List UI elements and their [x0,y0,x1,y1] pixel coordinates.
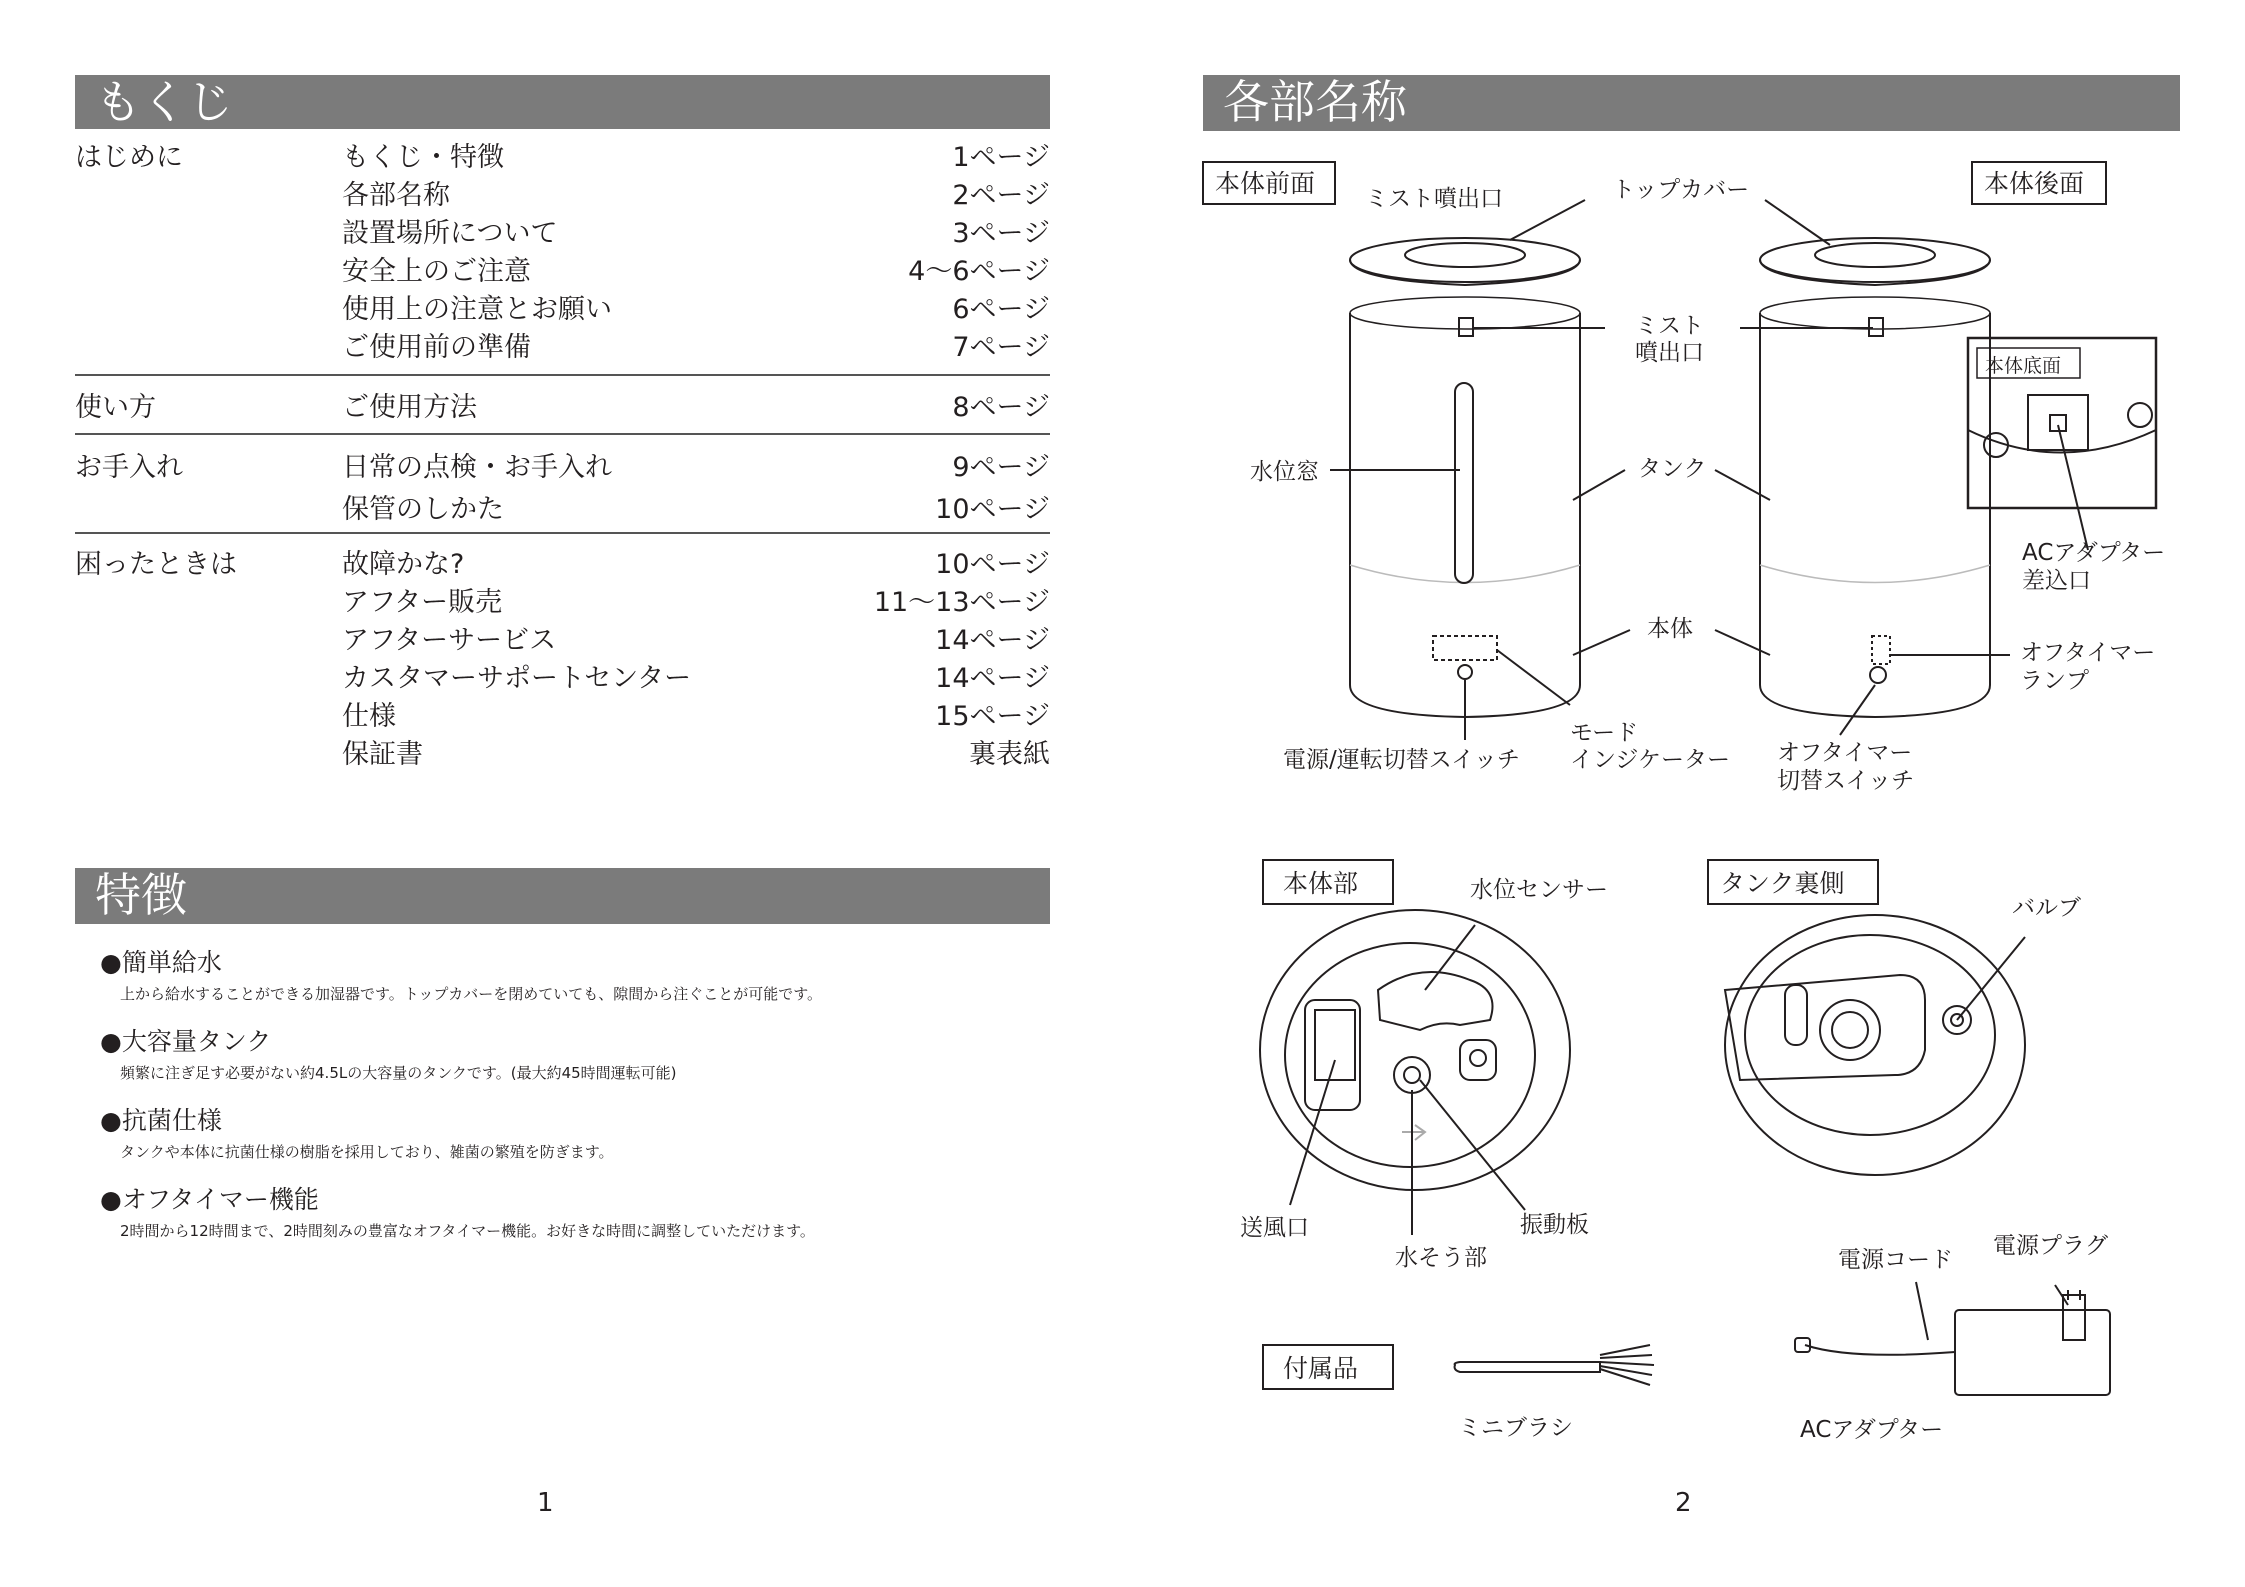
toc-item-label: 保管のしかた [342,494,504,525]
toc-item-label: 使用上の注意とお願い [342,294,612,325]
label-water-sensor: 水位センサー [1470,877,1608,903]
toc-item-page: 9ページ [952,452,1050,483]
label-offtimer-lamp-1: オフタイマー [2020,640,2156,666]
parts-title: 各部名称 [1223,75,1407,129]
base-illustration [1260,910,1570,1190]
feature-desc: 2時間から12時間まで、2時間刻みの豊富なオフタイマー機能。お好きな時間に調整していただけます。 [120,1222,815,1240]
label-front-view: 本体前面 [1215,169,1316,198]
label-offtimer-lamp-2: ランプ [2020,668,2089,694]
toc-item-label: アフターサービス [342,625,557,656]
toc-item-page: 1ページ [952,142,1050,173]
toc-item-page: 11〜13ページ [873,587,1050,618]
label-ac-adapter: ACアダプター [1800,1417,1944,1443]
label-ac-port-2: 差込口 [2022,568,2091,594]
label-mini-brush: ミニブラシ [1458,1415,1573,1441]
toc-item-page: 7ページ [952,332,1050,363]
toc-item-label: ご使用前の準備 [342,332,531,363]
label-ac-port-1: ACアダプター [2022,540,2166,566]
label-vibration-plate: 振動板 [1520,1212,1589,1238]
label-indicator: インジケーター [1570,747,1730,773]
toc-item-page: 3ページ [952,218,1050,249]
tank-back-illustration [1725,915,2025,1175]
label-power-plug: 電源プラグ [1993,1233,2108,1259]
label-accessories: 付属品 [1283,1354,1359,1383]
feature-heading: ●抗菌仕様 [100,1106,222,1135]
toc-section-name: 困ったときは [75,549,237,580]
page-number-right: 2 [1675,1488,1692,1518]
front-unit-illustration [1350,238,1580,717]
ac-adapter-illustration [1795,1282,2110,1395]
label-mist-outlet-center-1: ミスト [1635,313,1704,339]
toc-item-label: 保証書 [342,739,423,770]
toc-title: もくじ [95,75,233,129]
feature-heading: ●簡単給水 [100,948,222,977]
toc-item-page: 14ページ [935,663,1050,694]
toc-section-name: お手入れ [75,452,183,483]
feature-desc: 頻繁に注ぎ足す必要がない約4.5Lの大容量のタンクです。(最大約45時間運転可能) [120,1064,677,1082]
features-title: 特徴 [95,868,187,922]
toc-item-page: 15ページ [935,701,1050,732]
toc-item-page: 8ページ [952,392,1050,423]
label-tank: タンク [1638,456,1707,482]
feature-desc: 上から給水することができる加湿器です。トップカバーを閉めていても、隙間から注ぐことが可能です。 [120,985,823,1003]
feature-desc: タンクや本体に抗菌仕様の樹脂を採用しており、雑菌の繁殖を防ぎます。 [120,1143,614,1161]
label-bottom-view: 本体底面 [1985,355,2062,377]
label-offtimer-switch-1: オフタイマー [1777,740,1913,766]
back-unit-illustration [1760,238,1990,717]
feature-heading: ●大容量タンク [100,1027,272,1056]
toc-item-label: アフター販売 [342,587,503,618]
toc-item-page: 2ページ [952,180,1050,211]
toc-item-label: 各部名称 [342,180,450,211]
label-valve: バルブ [2012,895,2081,921]
toc-item-label: 日常の点検・お手入れ [342,452,612,483]
mini-brush-illustration [1455,1345,1654,1385]
label-mist-outlet-front: ミスト噴出口 [1365,186,1503,212]
toc-item-page: 4〜6ページ [908,256,1050,287]
label-mode: モード [1570,720,1639,746]
label-offtimer-switch-2: 切替スイッチ [1777,768,1915,794]
label-tank-back: タンク裏側 [1720,869,1845,898]
label-water-tank-part: 水そう部 [1395,1245,1487,1271]
toc-item-page: 10ページ [935,494,1050,525]
label-air-outlet: 送風口 [1240,1215,1309,1241]
label-water-window: 水位窓 [1250,459,1319,485]
toc-section-name: はじめに [75,142,183,173]
toc-item-label: もくじ・特徴 [342,142,504,173]
toc-item-label: ご使用方法 [342,392,477,423]
toc-item-label: カスタマーサポートセンター [342,663,692,694]
label-body-part: 本体部 [1283,869,1359,898]
toc-item-page: 10ページ [935,549,1050,580]
toc-item-label: 設置場所について [342,218,558,249]
toc-item-page: 14ページ [935,625,1050,656]
label-mist-outlet-center-2: 噴出口 [1635,340,1704,366]
label-power-switch: 電源/運転切替スイッチ [1283,747,1520,773]
toc-section-name: 使い方 [75,392,156,423]
toc-item-page: 6ページ [952,294,1050,325]
toc-item-label: 安全上のご注意 [342,256,531,287]
toc-item-page: 裏表紙 [969,739,1050,770]
toc-item-label: 仕様 [342,701,396,732]
label-back-view: 本体後面 [1984,169,2085,198]
toc-item-label: 故障かな? [342,549,465,580]
label-top-cover: トップカバー [1612,177,1750,203]
feature-heading: ●オフタイマー機能 [100,1185,319,1214]
page-number-left: 1 [537,1488,554,1518]
label-power-cord: 電源コード [1838,1247,1953,1273]
label-body: 本体 [1647,616,1693,642]
